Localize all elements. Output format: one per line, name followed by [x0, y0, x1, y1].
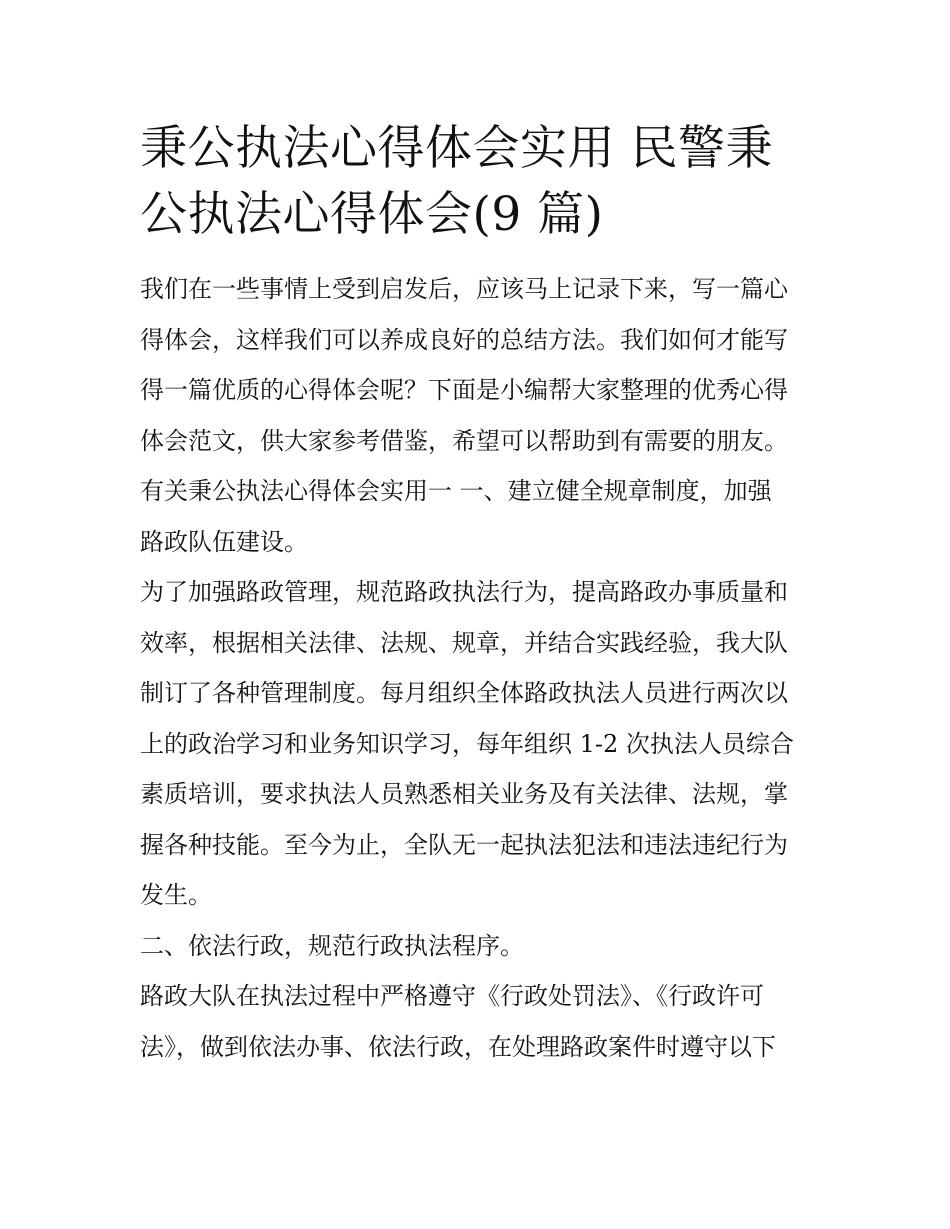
text-line: 制订了各种管理制度。每月组织全体路政执法人员进行两次以 — [140, 679, 788, 707]
text-line: 我们在一些事情上受到启发后，应该马上记录下来，写一篇心 — [140, 275, 788, 303]
text-line: 路政队伍建设。 — [140, 527, 308, 556]
section-heading-1 — [140, 466, 812, 567]
document-title — [140, 116, 812, 248]
text-line: 上的政治学习和业务知识学习，每年组织 1-2 次执法人员综合 — [140, 729, 794, 758]
text-line: 发生。 — [140, 881, 212, 909]
text-line: 素质培训，要求执法人员熟悉相关业务及有关法律、法规，掌 — [140, 780, 788, 808]
text-line: 体会范文，供大家参考借鉴，希望可以帮助到有需要的朋友。 — [140, 426, 788, 455]
body-paragraph — [140, 567, 812, 921]
text-line: 二、依法行政，规范行政执法程序。 — [140, 931, 524, 960]
text-line: 法》，做到依法办事、依法行政，在处理路政案件时遵守以下 — [140, 1032, 776, 1061]
intro-paragraph — [140, 264, 812, 466]
document-content — [140, 116, 812, 1072]
body-paragraph — [140, 971, 812, 1072]
text-line: 得一篇优质的心得体会呢？下面是小编帮大家整理的优秀心得 — [140, 376, 788, 404]
text-line: 效率，根据相关法律、法规、规章，并结合实践经验，我大队 — [140, 628, 788, 657]
text-line: 有关秉公执法心得体会实用一 一、建立健全规章制度，加强 — [140, 477, 772, 505]
text-line: 得体会，这样我们可以养成良好的总结方法。我们如何才能写 — [140, 325, 788, 354]
title-line: 公执法心得体会(9 篇) — [140, 187, 604, 242]
text-line: 为了加强路政管理，规范路政执法行为，提高路政办事质量和 — [140, 578, 788, 606]
section-heading-2 — [140, 921, 812, 972]
text-line: 路政大队在执法过程中严格遵守《行政处罚法》、《行政许可 — [140, 982, 764, 1010]
text-line: 握各种技能。至今为止，全队无一起执法犯法和违法违纪行为 — [140, 830, 788, 859]
title-line: 秉公执法心得体会实用 民警秉 — [140, 121, 773, 176]
